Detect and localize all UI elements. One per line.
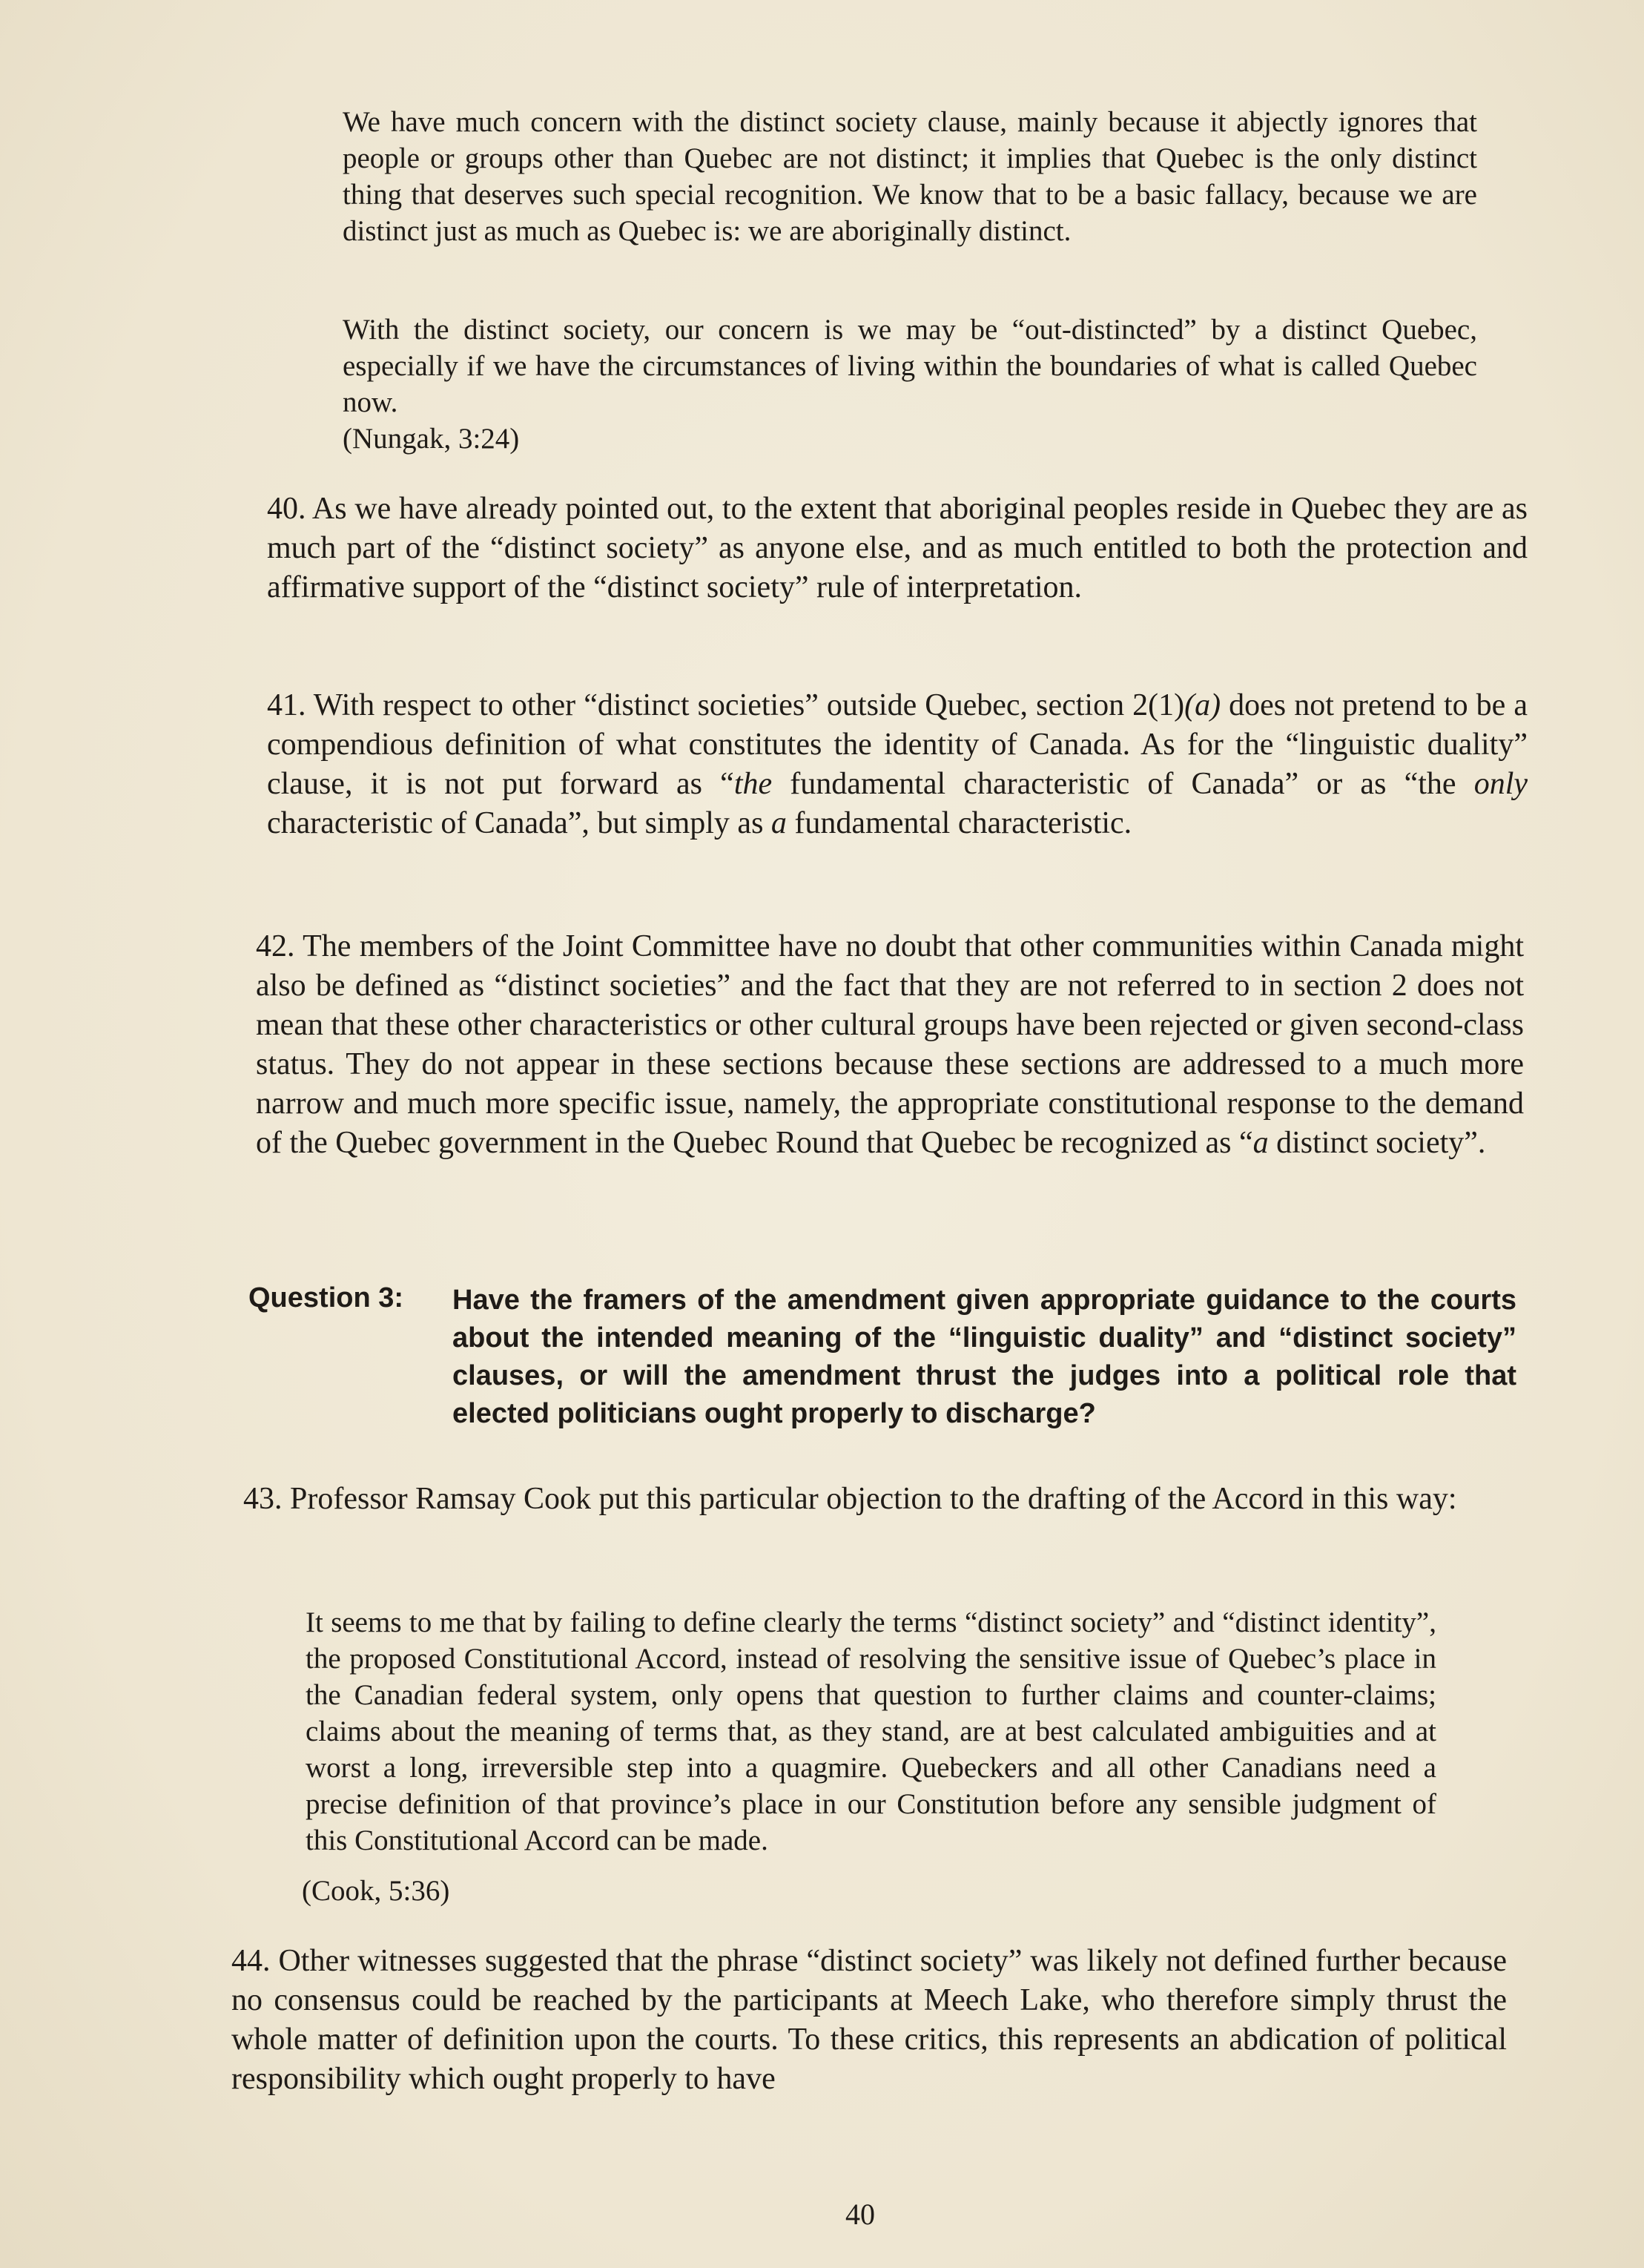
paragraph-40: 40. As we have already pointed out, to the extent that aboriginal peoples reside in Quebec they are as much part of the “distinct society” as anyone else, and as much entitled to both the protection and affirmative support of the “distinct society” rule of interpretation. xyxy=(267,492,1528,604)
p41-text-9: fundamental characteristic. xyxy=(786,806,1132,840)
p42-text-1: 42. The members of the Joint Committee have no doubt that other communities within Canada might also be defined as “distinct societies” and the fact that they are not referred to in section 2 does not mean that these other characteristics or other cultural groups have been rejected or given second-class status. They do not appear in these sections because these sections are addressed to a much more narrow and much more specific issue, namely, the appropriate constitutional response to the demand of the Quebec government in the Quebec Round that Quebec be recognized as “ xyxy=(256,929,1524,1160)
p41-italic-the: the xyxy=(733,767,773,801)
quote-nungak-citation: (Nungak, 3:24) xyxy=(343,423,520,455)
paragraph-42 xyxy=(256,927,1524,1163)
paragraph-43: 43. Professor Ramsay Cook put this particular objection to the drafting of the Accord in this way: xyxy=(243,1482,1457,1516)
p41-italic-a-2: a xyxy=(770,806,787,840)
question-3-label: Question 3: xyxy=(248,1282,404,1313)
p42-text-3: distinct society”. xyxy=(1268,1126,1486,1160)
question-3-text: Have the framers of the amendment given appropriate guidance to the courts about the intended meaning of the “linguistic duality” and “distinct society” clauses, or will the amendment thrust the judges into a political role that elected politicians ought properly to discharge? xyxy=(452,1285,1516,1429)
quote-nungak-paragraph-1: We have much concern with the distinct society clause, mainly because it abjectly ignores that people or groups other than Quebec are not distinct; it implies that Quebec is the only distinct thing that deserves such special recognition. We know that to be a basic fallacy, because we are distinct just as much as Quebec is: we are aboriginally distinct. xyxy=(343,106,1477,247)
p41-italic-a: (a) xyxy=(1184,688,1221,722)
p41-text-7: characteristic of Canada”, but simply as xyxy=(267,806,771,840)
p41-italic-only: only xyxy=(1473,767,1528,801)
p41-text-3: does not pretend to be a compendious definition of what constitutes the identity of Canada. As for the “linguistic duality” clause, it is not put forward as “ xyxy=(267,688,1528,801)
paragraph-44: 44. Other witnesses suggested that the phrase “distinct society” was likely not defined further because no consensus could be reached by the participants at Meech Lake, who therefore simply thrust the whole matter of definition upon the courts. To these critics, this represents an abdication of political responsibility which ought properly to have xyxy=(231,1944,1507,2096)
quote-cook-citation: (Cook, 5:36) xyxy=(302,1875,450,1907)
p41-text-5: fundamental characteristic of Canada” or as “the xyxy=(772,767,1474,801)
p42-italic-a: a xyxy=(1252,1126,1269,1160)
quote-cook-text: It seems to me that by failing to define clearly the terms “distinct society” and “distinct identity”, the proposed Constitutional Accord, instead of resolving the sensitive issue of Quebec’s place in the Canadian federal system, only opens that question to further claims and counter-claims; claims about the meaning of terms that, as they stand, are at best calculated ambiguities and at worst a long, irreversible step into a quagmire. Quebeckers and all other Canadians need a precise definition of that province’s place in our Constitution before any sensible judgment of this Constitutional Accord can be made. xyxy=(306,1606,1436,1856)
quote-nungak-paragraph-2: With the distinct society, our concern is we may be “out-distincted” by a distinct Quebec, especially if we have the circumstances of living within the boundaries of what is called Quebec now. xyxy=(343,314,1477,418)
page-number: 40 xyxy=(845,2198,875,2231)
p41-text-1: 41. With respect to other “distinct societies” outside Quebec, section 2(1) xyxy=(267,688,1185,722)
paragraph-41 xyxy=(267,686,1528,843)
